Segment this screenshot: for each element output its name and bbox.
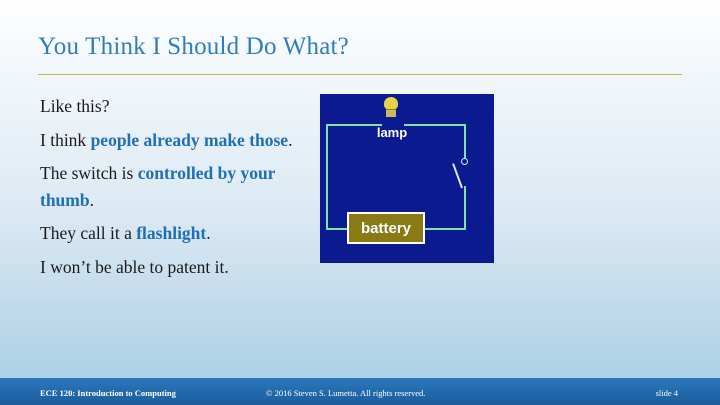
body-text-run: The switch is <box>40 163 138 184</box>
footer-course-label: ECE 120: Introduction to Computing <box>40 388 176 398</box>
battery-block: battery <box>347 212 425 244</box>
wire-left <box>326 124 328 230</box>
body-line <box>40 160 305 213</box>
body-text-run: . <box>288 129 293 150</box>
body-text-run: Like this? <box>40 96 110 116</box>
body-highlight-run: controlled by your thumb <box>40 163 276 210</box>
circuit-diagram <box>320 94 494 263</box>
lamp-icon <box>381 97 401 125</box>
footer-slide-number: slide 4 <box>655 388 678 398</box>
body-text-run: . <box>206 223 211 244</box>
footer-copyright: © 2016 Steven S. Lumetta. All rights reserved. <box>266 388 426 398</box>
body-text-run: I think <box>40 129 91 150</box>
page-title: You Think I Should Do What? <box>38 33 349 60</box>
wire-right-upper <box>464 124 466 160</box>
body-text-run: . <box>89 189 94 210</box>
body-highlight-run: people already make those <box>90 129 289 150</box>
lamp-base-shape <box>386 109 396 117</box>
switch-pivot-icon <box>461 158 468 165</box>
lamp-label: lamp <box>376 125 408 140</box>
body-line <box>40 254 305 281</box>
slide-body <box>40 93 305 288</box>
title-divider <box>38 74 682 75</box>
body-line <box>40 220 305 247</box>
body-text-run: They call it a <box>40 223 137 244</box>
body-highlight-run: flashlight <box>136 223 207 244</box>
body-line <box>40 127 305 154</box>
body-text-run: I won’t be able to patent it. <box>40 256 229 277</box>
switch-arm-icon <box>452 163 463 188</box>
wire-right-lower <box>464 186 466 230</box>
body-line <box>40 93 305 120</box>
